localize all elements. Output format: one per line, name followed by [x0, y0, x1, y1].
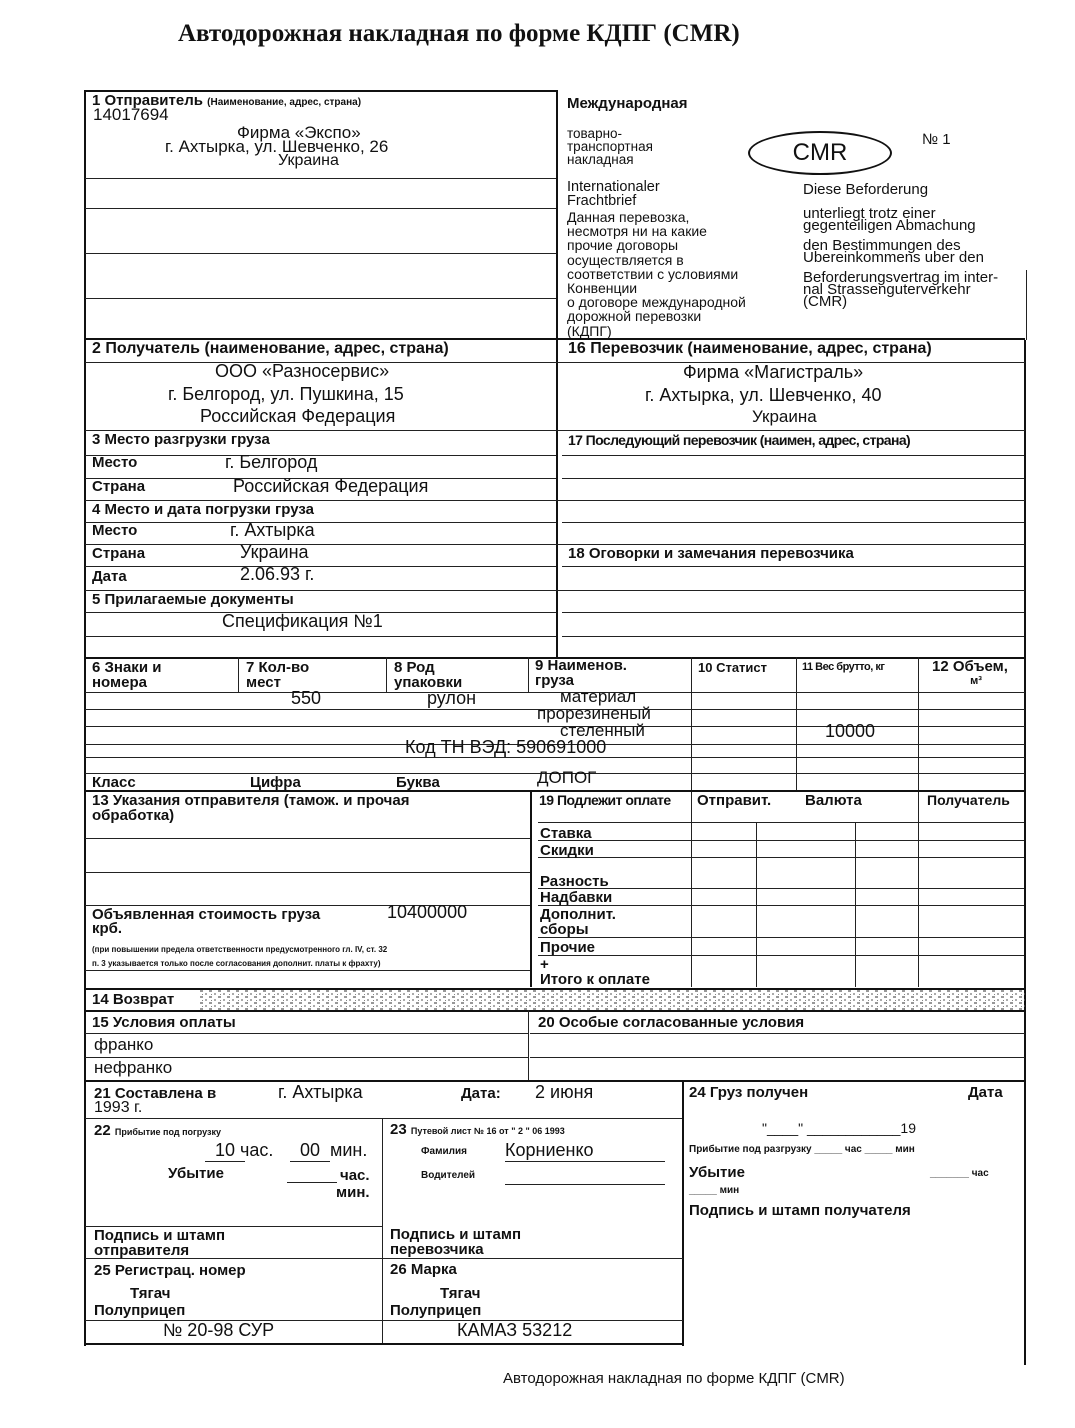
page-title: Автодорожная накладная по форме КДПГ (CMR) — [178, 20, 740, 47]
unloading-country-label: Страна — [92, 478, 146, 495]
received-date-label: Дата — [968, 1084, 1003, 1101]
compiled-date: 2 июня — [535, 1082, 594, 1102]
ru-clause: Данная перевозка, несмотря ни на какие прочие договоры осуществляется в соответствии с условиями Конвенции о договоре международной дорожной перевозки (КДПГ) — [567, 209, 746, 339]
sender-name: Фирма «Экспо» — [237, 123, 361, 142]
goods-name-2: прорезиненый — [537, 704, 651, 723]
received-departure-label: Убытие — [689, 1164, 745, 1181]
return-label: 14 Возврат — [92, 991, 175, 1008]
unloading-place: г. Белгород — [225, 452, 318, 472]
header-ttn: товарно- транспортная накладная — [567, 126, 653, 167]
brand-value: КАМАЗ 53212 — [457, 1320, 573, 1340]
goods-tn-ved: Код ТН ВЭД: 590691000 — [405, 737, 607, 757]
declared-value: 10400000 — [387, 902, 468, 922]
footer-caption: Автодорожная накладная по форме КДПГ (CMR) — [503, 1370, 845, 1387]
carrier-label: 16 Перевозчик (наименование, адрес, страна) — [568, 340, 932, 357]
unloading-place-label: Место — [92, 454, 138, 471]
arrival-dep-hours-unit: час. — [340, 1167, 370, 1184]
recipient-label: 2 Получатель (наименование, адрес, страна) — [92, 340, 449, 357]
waybill-label: 23 Путевой лист № 16 от " 2 " 06 1993 — [390, 1121, 565, 1138]
special-terms-label: 20 Особые согласованные условия — [538, 1014, 805, 1031]
carrier-country: Украина — [752, 407, 817, 426]
goods-packaging: рулон — [427, 688, 477, 708]
received-dep-minutes: _____ мин — [689, 1185, 740, 1196]
carrier-address: г. Ахтырка, ул. Шевченко, 40 — [645, 385, 882, 405]
received-arrival-line: Прибытие под разгрузку _____ час _____ мин — [689, 1144, 915, 1155]
arrival-dep-hours-blank — [287, 1182, 337, 1183]
registration-trailer: Полуприцеп — [94, 1302, 186, 1319]
recipient-name: ООО «Разносервис» — [215, 361, 390, 381]
received-signature: Подпись и штамп получателя — [689, 1202, 911, 1219]
header-frachtbrief: Internationaler Frachtbrief — [567, 179, 660, 209]
compiled-year: 1993 г. — [94, 1099, 143, 1116]
sender-label: 1 Отправитель (Наименование, адрес, страна) — [92, 92, 362, 109]
registration-label: 25 Регистрац. номер — [94, 1262, 246, 1279]
col6-header: 6 Знаки и номера — [92, 659, 162, 691]
header-international: Международная — [567, 95, 688, 112]
brand-tractor: Тягач — [440, 1285, 481, 1302]
arrival-hours: 10 — [205, 1140, 245, 1162]
pay-row-other: Прочие — [540, 939, 596, 956]
compiled-label: 21 Составлена в — [94, 1085, 217, 1102]
declared-value-label: Объявленная стоимость груза крб. — [92, 906, 321, 937]
carrier-remarks-label: 18 Оговорки и замечания перевозчика — [568, 545, 854, 562]
payments-sender-col: Отправит. — [697, 792, 772, 809]
loading-label: 4 Место и дата погрузки груза — [92, 501, 314, 518]
goods-name-1: материал — [560, 687, 637, 706]
arrival-hours-unit: час. — [240, 1140, 274, 1160]
col12-header: 12 Объем, м³ — [932, 658, 1008, 687]
payments-currency-col: Валюта — [805, 792, 862, 809]
pay-row-total: Итого к оплате — [540, 971, 650, 988]
goods-quantity: 550 — [291, 688, 322, 708]
cmr-number: № 1 — [922, 131, 951, 148]
documents-label: 5 Прилагаемые документы — [92, 591, 294, 608]
pay-row-difference: Разность — [540, 873, 609, 890]
arrival-signature: Подпись и штамп отправителя — [94, 1227, 226, 1259]
compiled-date-label: Дата: — [461, 1085, 501, 1102]
unloading-label: 3 Место разгрузки груза — [92, 431, 270, 448]
received-date-line: "____" ____________19 — [762, 1120, 916, 1136]
goods-name-3: стеленный — [560, 721, 645, 740]
registration-value: № 20-98 СУР — [163, 1320, 275, 1340]
received-label: 24 Груз получен — [689, 1084, 809, 1101]
recipient-country: Российская Федерация — [200, 406, 396, 426]
payments-recipient-col: Получатель — [927, 792, 1010, 808]
brand-trailer: Полуприцеп — [390, 1302, 482, 1319]
dopog-label: ДОПОГ — [537, 768, 597, 787]
loading-date: 2.06.93 г. — [240, 564, 315, 584]
arrival-minutes: 00 — [290, 1140, 330, 1162]
instructions-label: 13 Указания отправителя (тамож. и прочая обработка) — [92, 792, 410, 824]
col9-header: 9 Наименов. груза — [535, 657, 627, 689]
letter-label: Буква — [396, 774, 440, 791]
sender-address: г. Ахтырка, ул. Шевченко, 26 — [165, 137, 389, 156]
arrival-label: 22 Прибытие под погрузку — [94, 1122, 222, 1139]
compiled-place: г. Ахтырка — [278, 1082, 363, 1102]
sender-country: Украина — [278, 152, 339, 169]
payment-nonfranco: нефранко — [94, 1058, 173, 1077]
brand-label: 26 Марка — [390, 1261, 457, 1278]
loading-country-label: Страна — [92, 545, 146, 562]
loading-date-label: Дата — [92, 568, 127, 585]
arrival-minutes-unit: мин. — [330, 1140, 368, 1160]
sender-code: 14017694 — [93, 105, 169, 124]
col7-header: 7 Кол-во мест — [246, 659, 310, 691]
unloading-country: Российская Федерация — [233, 476, 429, 496]
waybill-surname-label: Фамилия — [421, 1146, 467, 1157]
documents-value: Спецификация №1 — [222, 611, 383, 631]
waybill-driver-label: Водителей — [421, 1170, 476, 1181]
arrival-departure-label: Убытие — [168, 1165, 224, 1182]
col10-header: 10 Статист — [698, 660, 768, 675]
pay-row-rate: Ставка — [540, 825, 592, 842]
loading-place-label: Место — [92, 522, 138, 539]
next-carrier-label: 17 Последующий перевозчик (наимен, адрес, страна) — [568, 432, 911, 448]
cmr-badge: CMR — [748, 131, 892, 175]
pay-row-surcharges: Надбавки — [540, 889, 613, 906]
pay-row-discount: Скидки — [540, 842, 594, 859]
waybill-signature: Подпись и штамп перевозчика — [390, 1226, 522, 1258]
class-label: Класс — [92, 774, 136, 791]
liability-note: (при повышении предела ответственности предусмотренного гл. IV, ст. 32 п. 3 указывается только после согласования дополнит. платы к фрахту) — [92, 945, 388, 968]
waybill-surname: Корниенко — [505, 1140, 665, 1162]
payment-terms-label: 15 Условия оплаты — [92, 1014, 236, 1031]
pay-row-plus: + — [540, 956, 549, 973]
col11-header: 11 Вес брутто, кг — [802, 661, 885, 673]
recipient-address: г. Белгород, ул. Пушкина, 15 — [168, 384, 404, 404]
received-dep-hours: _______ час — [930, 1168, 989, 1179]
waybill-driver-blank — [505, 1184, 665, 1185]
registration-tractor: Тягач — [130, 1285, 171, 1302]
goods-weight: 10000 — [825, 721, 876, 741]
scan-noise — [200, 990, 1025, 1010]
digit-label: Цифра — [250, 774, 301, 791]
loading-country: Украина — [240, 542, 309, 562]
pay-row-additional: Дополнит. сборы — [540, 906, 616, 938]
loading-place: г. Ахтырка — [230, 520, 315, 540]
de-clause: Diese Beforderung unterliegt trotz einer gegenteiligen Abmachung den Bestimmungen des Ubereinkommens uber den Beforderungsvertrag im inter- nal Strassenguterverkehr (CMR) — [803, 181, 999, 310]
payments-header: 19 Подлежит оплате — [539, 792, 671, 808]
col8-header: 8 Род упаковки — [394, 659, 463, 691]
carrier-name: Фирма «Магистраль» — [683, 362, 864, 382]
arrival-dep-minutes-unit: мин. — [336, 1184, 370, 1201]
payment-franco: франко — [94, 1035, 154, 1054]
